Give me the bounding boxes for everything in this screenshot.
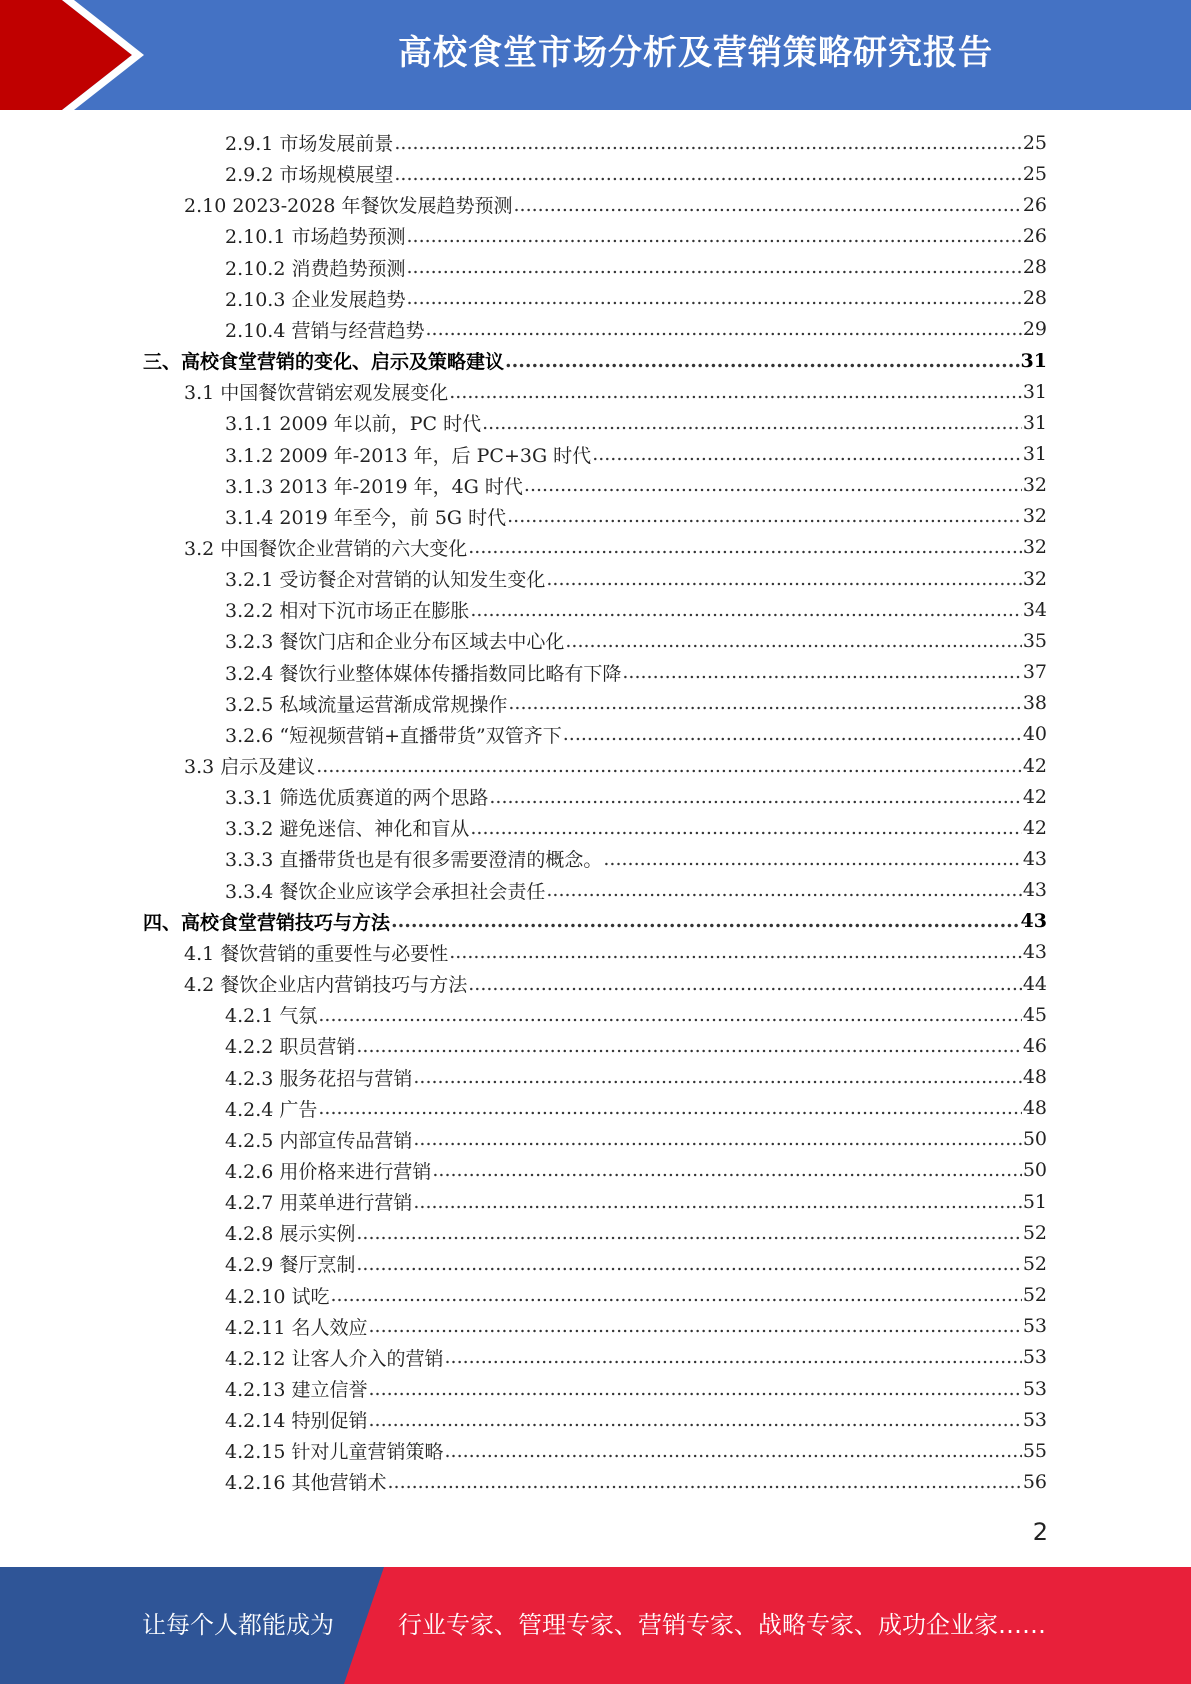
toc-entry-page: 32 [1022, 567, 1047, 590]
toc-entry[interactable] [225, 1217, 1047, 1248]
toc-entry-page: 53 [1022, 1315, 1047, 1338]
toc-entry-page: 43 [1022, 879, 1047, 902]
toc-leader-dots [330, 1284, 1021, 1306]
toc-entry-label: 4.2.8 展示实例 [225, 1223, 356, 1246]
toc-entry[interactable] [225, 1248, 1047, 1279]
toc-entry-page: 50 [1022, 1159, 1047, 1182]
toc-entry-page: 50 [1022, 1128, 1047, 1151]
toc-entry-page: 31 [1020, 349, 1047, 372]
toc-leader-dots [524, 474, 1022, 496]
toc-leader-dots [592, 443, 1022, 465]
toc-entry-page: 26 [1022, 224, 1047, 247]
toc-entry-label: 4.2.13 建立信誉 [225, 1379, 368, 1401]
toc-entry-label: 4.2.5 内部宣传品营销 [225, 1129, 413, 1152]
toc-entry-label: 4.2 餐饮企业店内营销技巧与方法 [184, 974, 468, 997]
toc-entry-label: 4.2.1 气氛 [225, 1005, 318, 1028]
toc-entry-page: 31 [1022, 411, 1047, 434]
toc-leader-dots [368, 1409, 1021, 1431]
toc-leader-dots [449, 941, 1022, 963]
toc-entry[interactable] [225, 158, 1047, 189]
toc-entry-label: 2.9.1 市场发展前景 [225, 133, 394, 155]
toc-entry-page: 25 [1022, 162, 1047, 185]
toc-entry[interactable] [225, 1093, 1047, 1124]
toc-leader-dots [391, 910, 1020, 932]
toc-entry-label: 2.10 2023-2028 年餐饮发展趋势预测 [184, 195, 513, 218]
toc-entry[interactable] [225, 843, 1047, 874]
toc-entry[interactable] [225, 563, 1047, 594]
toc-leader-dots [413, 1191, 1021, 1213]
toc-entry-page: 52 [1022, 1284, 1047, 1307]
footer-slogan-left: 让每个人都能成为 [142, 1611, 334, 1639]
toc-leader-dots [356, 1035, 1021, 1057]
page-title: 高校食堂市场分析及营销策略研究报告 [398, 33, 993, 73]
toc-entry-page: 43 [1022, 941, 1047, 964]
toc-leader-dots [482, 412, 1022, 434]
toc-entry-label: 四、高校食堂营销技巧与方法 [143, 911, 391, 934]
toc-entry[interactable] [184, 376, 1047, 407]
toc-leader-dots [432, 1159, 1021, 1181]
toc-entry[interactable] [225, 470, 1047, 501]
toc-leader-dots [394, 163, 1021, 185]
toc-leader-dots [489, 786, 1021, 808]
toc-entry[interactable] [225, 688, 1047, 719]
toc-entry[interactable] [225, 781, 1047, 812]
toc-entry-label: 2.10.1 市场趋势预测 [225, 226, 406, 249]
toc-entry[interactable] [143, 906, 1047, 937]
toc-entry[interactable] [225, 127, 1047, 158]
toc-entry-label: 3.2 中国餐饮企业营销的六大变化 [184, 537, 468, 560]
toc-leader-dots [546, 879, 1021, 901]
toc-entry-label: 4.2.9 餐厅烹制 [225, 1254, 356, 1277]
toc-entry-label: 2.10.3 企业发展趋势 [225, 288, 406, 311]
toc-entry-page: 42 [1022, 816, 1047, 839]
toc-leader-dots [468, 536, 1022, 558]
toc-entry[interactable] [184, 189, 1047, 220]
toc-entry-label: 4.2.15 针对儿童营销策略 [225, 1441, 444, 1464]
toc-entry[interactable] [225, 657, 1047, 688]
toc-entry-page: 48 [1022, 1097, 1047, 1120]
toc-entry-page: 35 [1022, 629, 1047, 652]
toc-leader-dots [406, 225, 1021, 247]
toc-entry-label: 4.1 餐饮营销的重要性与必要性 [184, 942, 449, 965]
toc-entry-page: 42 [1022, 754, 1047, 777]
toc-entry-page: 29 [1022, 318, 1047, 341]
toc-entry[interactable] [184, 750, 1047, 781]
toc-entry-page: 52 [1022, 1252, 1047, 1275]
toc-entry-label: 3.2.6 “短视频营销+直播带货”双管齐下 [225, 724, 562, 747]
toc-entry-page: 51 [1022, 1190, 1047, 1213]
toc-entry-page: 52 [1022, 1221, 1047, 1244]
toc-entry-page: 46 [1022, 1034, 1047, 1057]
toc-entry-page: 44 [1022, 972, 1047, 995]
toc-entry[interactable] [225, 1155, 1047, 1186]
toc-entry[interactable] [184, 968, 1047, 999]
toc-leader-dots [565, 630, 1021, 652]
toc-entry-page: 42 [1022, 785, 1047, 808]
toc-entry-page: 32 [1022, 505, 1047, 528]
toc-entry-label: 3.1.4 2019 年至今，前 5G 时代 [225, 506, 507, 529]
toc-entry[interactable] [143, 345, 1047, 376]
toc-entry[interactable] [225, 1404, 1047, 1435]
toc-entry-label: 3.3.3 直播带货也是有很多需要澄清的概念。 [225, 849, 603, 872]
toc-entry-label: 4.2.14 特别促销 [225, 1410, 368, 1433]
toc-leader-dots [387, 1471, 1021, 1493]
toc-entry-label: 3.2.5 私域流量运营渐成常规操作 [225, 693, 508, 716]
toc-leader-dots [406, 287, 1021, 309]
toc-entry-page: 55 [1022, 1439, 1047, 1462]
toc-entry-page: 40 [1022, 723, 1047, 746]
footer-slogan-right: 行业专家、管理专家、营销专家、战略专家、成功企业家…… [398, 1611, 1046, 1639]
toc-leader-dots [318, 1004, 1021, 1026]
toc-entry[interactable] [225, 625, 1047, 656]
toc-entry-label: 3.3 启示及建议 [184, 756, 316, 778]
toc-entry[interactable] [225, 812, 1047, 843]
toc-leader-dots [394, 132, 1021, 154]
toc-leader-dots [368, 1315, 1021, 1337]
toc-leader-dots [470, 817, 1021, 839]
toc-entry[interactable] [225, 252, 1047, 283]
toc-entry-label: 3.2.4 餐饮行业整体媒体传播指数同比略有下降 [225, 662, 622, 685]
toc-entry-label: 4.2.10 试吃 [225, 1285, 330, 1308]
toc-leader-dots [505, 350, 1020, 372]
toc-entry-label: 3.3.2 避免迷信、神化和盲从 [225, 818, 470, 841]
toc-entry-label: 2.10.2 消费趋势预测 [225, 257, 406, 280]
toc-leader-dots [507, 505, 1022, 527]
page-number: 2 [1032, 1518, 1048, 1546]
toc-entry-label: 4.2.2 职员营销 [225, 1036, 356, 1059]
toc-entry[interactable] [225, 501, 1047, 532]
toc-entry[interactable] [225, 1342, 1047, 1373]
toc-entry[interactable] [225, 1311, 1047, 1342]
toc-entry[interactable] [225, 1062, 1047, 1093]
toc-entry-label: 3.2.3 餐饮门店和企业分布区域去中心化 [225, 631, 565, 654]
toc-entry-page: 28 [1022, 256, 1047, 279]
toc-entry[interactable] [225, 594, 1047, 625]
toc-entry-page: 25 [1022, 131, 1047, 154]
toc-leader-dots [622, 661, 1021, 683]
toc-entry-page: 53 [1022, 1377, 1047, 1400]
toc-entry[interactable] [225, 875, 1047, 906]
toc-entry-label: 三、高校食堂营销的变化、启示及策略建议 [143, 351, 505, 374]
toc-entry[interactable] [225, 1030, 1047, 1061]
toc-entry-label: 3.2.1 受访餐企对营销的认知发生变化 [225, 569, 546, 592]
toc-entry[interactable] [225, 1435, 1047, 1466]
toc-entry-label: 3.1 中国餐饮营销宏观发展变化 [184, 382, 449, 405]
toc-entry-page: 38 [1022, 692, 1047, 715]
toc-entry-page: 37 [1022, 661, 1047, 684]
toc-leader-dots [413, 1128, 1021, 1150]
toc-leader-dots [356, 1222, 1021, 1244]
toc-entry[interactable] [184, 937, 1047, 968]
toc-entry[interactable] [225, 1124, 1047, 1155]
toc-leader-dots [413, 1066, 1021, 1088]
toc-leader-dots [425, 318, 1021, 340]
toc-leader-dots [508, 692, 1021, 714]
toc-leader-dots [563, 723, 1022, 745]
toc-entry[interactable] [225, 1466, 1047, 1497]
toc-leader-dots [546, 568, 1021, 590]
toc-entry[interactable] [225, 407, 1047, 438]
toc-entry[interactable] [225, 283, 1047, 314]
toc-entry-label: 4.2.16 其他营销术 [225, 1472, 387, 1495]
toc-entry-page: 31 [1022, 380, 1047, 403]
toc-entry-page: 28 [1022, 287, 1047, 310]
toc-entry-label: 4.2.3 服务花招与营销 [225, 1067, 413, 1090]
toc-entry-label: 2.10.4 营销与经营趋势 [225, 319, 425, 342]
toc-entry-page: 32 [1022, 474, 1047, 497]
page-header [0, 0, 1191, 110]
toc-leader-dots [368, 1378, 1021, 1400]
toc-entry-label: 3.1.2 2009 年-2013 年，后 PC+3G 时代 [225, 444, 592, 467]
toc-leader-dots [316, 755, 1022, 777]
toc-entry-page: 43 [1022, 847, 1047, 870]
toc-entry-label: 3.3.1 筛选优质赛道的两个思路 [225, 787, 489, 810]
toc-entry[interactable] [225, 314, 1047, 345]
toc-entry-label: 4.2.7 用菜单进行营销 [225, 1192, 413, 1215]
toc-entry-page: 31 [1022, 443, 1047, 465]
toc-entry-label: 4.2.4 广告 [225, 1098, 318, 1121]
toc-entry-page: 53 [1022, 1408, 1047, 1431]
toc-entry-label: 4.2.6 用价格来进行营销 [225, 1160, 432, 1183]
toc-entry-page: 34 [1022, 598, 1047, 621]
toc-entry-page: 48 [1022, 1066, 1047, 1088]
red-chevron-icon [0, 0, 200, 110]
toc-entry-page: 26 [1022, 193, 1047, 216]
toc-entry-label: 3.1.1 2009 年以前，PC 时代 [225, 413, 482, 436]
toc-entry-page: 45 [1022, 1003, 1047, 1026]
toc-leader-dots [514, 194, 1022, 216]
toc-leader-dots [318, 1097, 1021, 1119]
toc-entry-label: 3.1.3 2013 年-2019 年，4G 时代 [225, 475, 523, 498]
page-footer [0, 1567, 1191, 1684]
toc-entry-label: 4.2.12 让客人介入的营销 [225, 1347, 444, 1370]
toc-entry-label: 2.9.2 市场规模展望 [225, 164, 394, 187]
toc-entry-page: 53 [1022, 1346, 1047, 1369]
toc-entry-label: 3.3.4 餐饮企业应该学会承担社会责任 [225, 880, 546, 903]
toc-entry[interactable] [225, 1280, 1047, 1311]
toc-entry-page: 43 [1020, 910, 1047, 933]
red-chevron-shape [0, 0, 132, 110]
toc-entry-page: 32 [1022, 536, 1047, 559]
toc-entry-label: 3.2.2 相对下沉市场正在膨胀 [225, 600, 470, 623]
toc-leader-dots [603, 848, 1021, 870]
toc-entry[interactable] [225, 999, 1047, 1030]
toc-leader-dots [444, 1346, 1021, 1368]
toc-leader-dots [406, 256, 1021, 278]
toc-entry[interactable] [225, 220, 1047, 251]
toc-leader-dots [449, 381, 1022, 403]
toc-entry[interactable] [225, 1186, 1047, 1217]
toc-entry[interactable] [225, 439, 1047, 470]
toc-entry[interactable] [184, 532, 1047, 563]
toc-leader-dots [470, 599, 1021, 621]
toc-leader-dots [468, 973, 1022, 995]
toc-leader-dots [356, 1253, 1021, 1275]
toc-entry-label: 4.2.11 名人效应 [225, 1316, 368, 1339]
toc-entry-page: 56 [1022, 1470, 1047, 1493]
toc-entry[interactable] [225, 1373, 1047, 1404]
toc-entry[interactable] [225, 719, 1047, 750]
toc-leader-dots [444, 1440, 1021, 1462]
